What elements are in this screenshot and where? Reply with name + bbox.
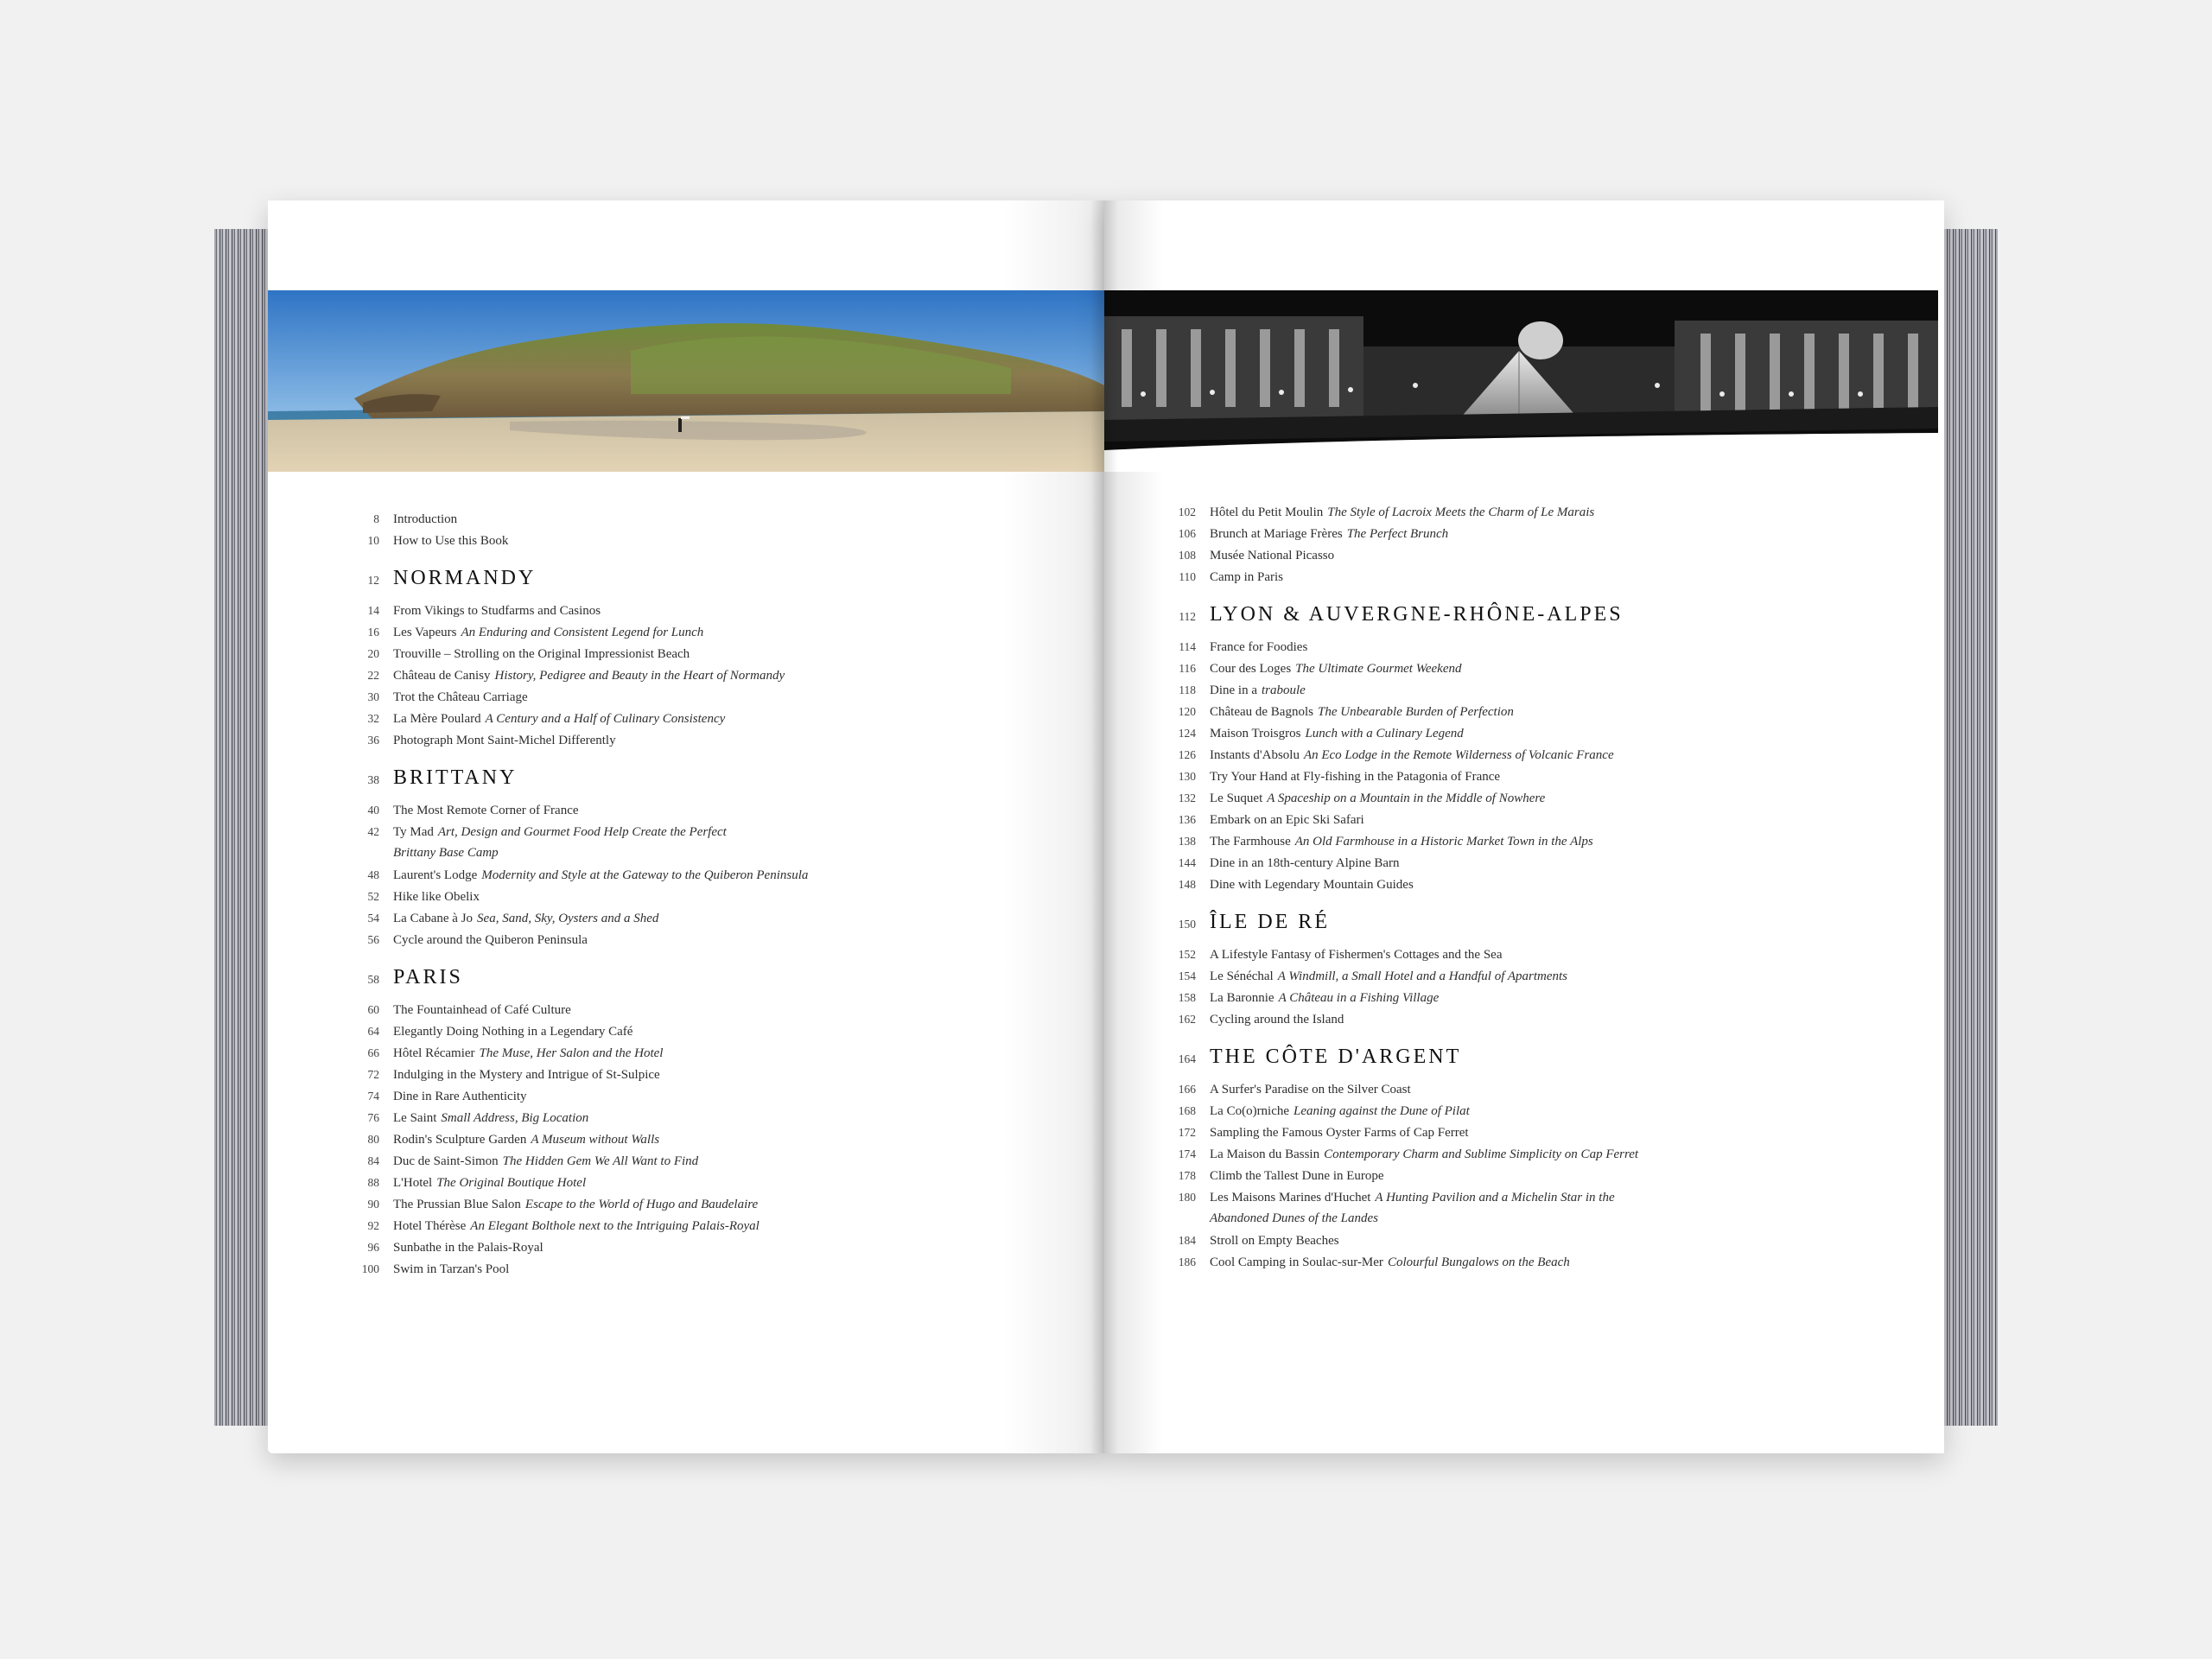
entry-page-number: 88 [367,1176,379,1189]
entry-page-number: 32 [367,712,379,725]
entry-page-number: 30 [367,690,379,703]
entry-page-number: 10 [367,534,379,547]
entry-title: Stroll on Empty Beaches [1210,1234,1339,1248]
right-page [1104,200,1944,1453]
entry-title: La Baronnie [1210,991,1274,1005]
entry-subtitle: A Century and a Half of Culinary Consistency [485,712,726,726]
entry-subtitle: An Eco Lodge in the Remote Wilderness of Volcanic France [1303,748,1614,762]
entry-page-number: 92 [367,1219,379,1232]
entry-page-number: 48 [367,868,379,881]
toc-entry[interactable] [350,1085,1076,1107]
toc-entry[interactable] [1166,1100,1927,1122]
toc-entry[interactable] [1166,744,1927,766]
entry-title: Les Maisons Marines d'Huchet [1210,1191,1371,1205]
entry-page-number: 76 [367,1111,379,1124]
entry-title: Maison Troisgros [1210,727,1301,741]
entry-page-number: 178 [1178,1169,1196,1182]
toc-entry[interactable] [1166,722,1927,744]
entry-page-number: 118 [1179,683,1196,696]
entry-page-number: 100 [361,1262,379,1275]
entry-page-number: 80 [367,1133,379,1146]
entry-subtitle: The Perfect Brunch [1346,527,1449,541]
toc-entry[interactable] [1166,1008,1927,1030]
entry-subtitle: Contemporary Charm and Sublime Simplicity on Cap Ferret [1324,1147,1639,1161]
section-heading-normandy[interactable] [350,567,1076,600]
entry-page-number: 52 [367,890,379,903]
entry-title: The Most Remote Corner of France [393,804,579,817]
entry-title: Hike like Obelix [393,890,480,904]
entry-title: Trot the Château Carriage [393,690,528,704]
entry-page-number: 180 [1178,1191,1196,1204]
entry-title: Le Suquet [1210,791,1263,805]
entry-page-number: 136 [1178,813,1196,826]
toc-entry[interactable] [1166,566,1927,588]
toc-entry[interactable] [1166,1230,1927,1251]
toc-entry[interactable] [1166,965,1927,987]
entry-page-number: 132 [1178,791,1196,804]
entry-subtitle: The Style of Lacroix Meets the Charm of Le Marais [1327,505,1595,519]
entry-page-number: 162 [1178,1013,1196,1026]
toc-entry[interactable] [1166,636,1927,658]
entry-subtitle: History, Pedigree and Beauty in the Heart of Normandy [494,669,785,683]
toc-entry[interactable] [350,1258,1076,1280]
section-page-number: 150 [1178,918,1196,931]
entry-page-number: 16 [367,626,379,639]
entry-page-number: 138 [1178,835,1196,848]
entry-title: Rodin's Sculpture Garden [393,1133,527,1147]
entry-page-number: 110 [1179,570,1196,583]
page-edges-right [1944,229,1998,1426]
toc-entry[interactable] [1166,523,1927,544]
toc-entry[interactable] [350,1107,1076,1128]
entry-title: Sampling the Famous Oyster Farms of Cap Ferret [1210,1126,1469,1140]
entry-title: L'Hotel [393,1176,433,1190]
toc-entry[interactable] [1166,787,1927,809]
entry-page-number: 90 [367,1198,379,1211]
entry-page-number: 114 [1179,640,1196,653]
entry-subtitle: Small Address, Big Location [441,1111,589,1125]
entry-subtitle: Colourful Bungalows on the Beach [1387,1255,1570,1269]
entry-title: Hotel Thérèse [393,1219,467,1233]
toc-entry[interactable] [350,708,1076,729]
entry-subtitle: The Unbearable Burden of Perfection [1317,705,1514,719]
entry-page-number: 108 [1178,549,1196,562]
entry-page-number: 64 [367,1025,379,1038]
entry-title: Sunbathe in the Palais-Royal [393,1241,543,1255]
entry-page-number: 172 [1178,1126,1196,1139]
section-heading-brittany[interactable] [350,766,1076,799]
toc-entry[interactable] [350,1215,1076,1236]
entry-page-number: 72 [367,1068,379,1081]
toc-entry[interactable] [1166,766,1927,787]
entry-subtitle: A Museum without Walls [531,1133,660,1147]
entry-title: Dine with Legendary Mountain Guides [1210,878,1414,892]
section-heading-cote-d-argent[interactable] [1166,1046,1927,1078]
entry-subtitle: Lunch with a Culinary Legend [1305,727,1464,741]
toc-entry[interactable] [350,1042,1076,1064]
entry-subtitle: An Old Farmhouse in a Historic Market Town in the Alps [1294,835,1593,849]
entry-title: A Surfer's Paradise on the Silver Coast [1210,1083,1411,1096]
entry-page-number: 174 [1178,1147,1196,1160]
entry-page-number: 168 [1178,1104,1196,1117]
entry-title: La Co(o)rniche [1210,1104,1290,1118]
entry-page-number: 66 [367,1046,379,1059]
toc-entry[interactable] [350,664,1076,686]
entry-subtitle: Modernity and Style at the Gateway to the Quiberon Peninsula [481,868,809,882]
entry-page-number: 184 [1178,1234,1196,1247]
entry-page-number: 144 [1178,856,1196,869]
entry-title: Cool Camping in Soulac-sur-Mer [1210,1255,1383,1269]
entry-page-number: 106 [1178,527,1196,540]
toc-entry[interactable] [350,929,1076,950]
entry-subtitle: traboule [1261,683,1306,697]
entry-title: The Farmhouse [1210,835,1291,849]
entry-title: Château de Canisy [393,669,491,683]
entry-title: Dine in Rare Authenticity [393,1090,527,1103]
entry-subtitle: Art, Design and Gourmet Food Help Create the Perfect [437,825,727,839]
section-title: LYON & AUVERGNE-RHÔNE-ALPES [1210,603,1624,626]
entry-title: Photograph Mont Saint-Michel Differently [393,734,616,747]
entry-subtitle: A Windmill, a Small Hotel and a Handful of Apartments [1277,969,1567,983]
entry-subtitle: The Muse, Her Salon and the Hotel [479,1046,664,1060]
entry-page-number: 84 [367,1154,379,1167]
toc-entry[interactable] [350,729,1076,751]
entry-title: Cycling around the Island [1210,1013,1344,1027]
section-page-number: 112 [1179,610,1196,623]
toc-entry[interactable] [1166,1186,1927,1208]
section-title: ÎLE DE RÉ [1210,911,1330,933]
entry-title: La Maison du Bassin [1210,1147,1320,1161]
entry-title: Duc de Saint-Simon [393,1154,499,1168]
toc-entry[interactable] [350,1172,1076,1193]
toc-entry[interactable] [350,821,1076,842]
entry-subtitle: Leaning against the Dune of Pilat [1294,1104,1470,1118]
entry-title: The Fountainhead of Café Culture [393,1003,571,1017]
toc-entry[interactable] [1166,1251,1927,1273]
toc-entry[interactable] [350,686,1076,708]
toc-entry[interactable] [1166,809,1927,830]
entry-page-number: 148 [1178,878,1196,891]
toc-entry[interactable] [350,864,1076,886]
entry-title: Cour des Loges [1210,662,1292,676]
page-edges-left [214,229,268,1426]
entry-title: Dine in a [1210,683,1257,697]
entry-page-number: 166 [1178,1083,1196,1096]
entry-page-number: 116 [1179,662,1196,675]
entry-page-number: 40 [367,804,379,817]
entry-title: Le Sénéchal [1210,969,1274,983]
toc-entry-continuation[interactable] [1166,1208,1927,1230]
entry-title: Instants d'Absolu [1210,748,1300,762]
entry-title: A Lifestyle Fantasy of Fishermen's Cottages and the Sea [1210,948,1503,962]
entry-title: Hôtel Récamier [393,1046,475,1060]
entry-title: Le Saint [393,1111,437,1125]
louvre-photo [1104,290,1938,472]
section-page-number: 58 [367,973,379,986]
entry-subtitle: An Elegant Bolthole next to the Intriguing Palais-Royal [470,1219,760,1233]
entry-page-number: 74 [367,1090,379,1103]
entry-page-number: 42 [367,825,379,838]
toc-entry[interactable] [1166,679,1927,701]
entry-subtitle: The Ultimate Gourmet Weekend [1295,662,1462,676]
toc-entry[interactable] [350,1150,1076,1172]
entry-subtitle-continued: Abandoned Dunes of the Landes [1210,1211,1378,1225]
toc-entry[interactable] [1166,874,1927,895]
entry-page-number: 22 [367,669,379,682]
entry-title: Trouville – Strolling on the Original Impressionist Beach [393,647,690,661]
entry-title: La Mère Poulard [393,712,481,726]
section-title: PARIS [393,966,463,988]
toc-entry[interactable] [350,1193,1076,1215]
entry-page-number: 102 [1178,505,1196,518]
toc-entry[interactable] [1166,852,1927,874]
toc-entry[interactable] [350,1020,1076,1042]
section-heading-lyon[interactable] [1166,603,1927,636]
entry-title: Les Vapeurs [393,626,457,639]
toc-entry[interactable] [1166,701,1927,722]
entry-page-number: 126 [1178,748,1196,761]
entry-page-number: 54 [367,912,379,925]
toc-entry[interactable] [1166,1078,1927,1100]
toc-entry[interactable] [1166,501,1927,523]
entry-title: Cycle around the Quiberon Peninsula [393,933,588,947]
toc-left [350,508,1076,1280]
entry-page-number: 96 [367,1241,379,1254]
entry-page-number: 154 [1178,969,1196,982]
section-page-number: 164 [1178,1052,1196,1065]
toc-right [1166,501,1927,1273]
entry-title: La Cabane à Jo [393,912,474,925]
entry-title: Embark on an Epic Ski Safari [1210,813,1364,827]
entry-title: Hôtel du Petit Moulin [1210,505,1324,519]
entry-title: How to Use this Book [393,534,509,548]
toc-entry[interactable] [350,1064,1076,1085]
entry-subtitle: The Hidden Gem We All Want to Find [502,1154,699,1168]
toc-entry[interactable] [350,999,1076,1020]
toc-entry[interactable] [350,643,1076,664]
entry-subtitle: A Hunting Pavilion and a Michelin Star in the [1375,1191,1615,1205]
section-heading-paris[interactable] [350,966,1076,999]
section-title: THE CÔTE D'ARGENT [1210,1046,1462,1068]
toc-entry[interactable] [350,621,1076,643]
entry-page-number: 56 [367,933,379,946]
entry-title: The Prussian Blue Salon [393,1198,521,1211]
section-page-number: 12 [367,574,379,587]
left-page [268,200,1104,1453]
entry-page-number: 130 [1178,770,1196,783]
section-page-number: 38 [367,773,379,786]
toc-entry[interactable] [350,508,1076,530]
entry-subtitle-continued: Brittany Base Camp [393,846,499,860]
entry-title: Introduction [393,512,458,526]
toc-entry[interactable] [350,907,1076,929]
toc-entry[interactable] [350,886,1076,907]
entry-page-number: 152 [1178,948,1196,961]
toc-entry[interactable] [1166,830,1927,852]
entry-title: Try Your Hand at Fly-fishing in the Patagonia of France [1210,770,1501,784]
entry-title: Dine in an 18th-century Alpine Barn [1210,856,1400,870]
entry-page-number: 8 [373,512,379,525]
entry-title: Climb the Tallest Dune in Europe [1210,1169,1384,1183]
toc-entry[interactable] [350,600,1076,621]
toc-entry[interactable] [1166,1122,1927,1143]
entry-subtitle: The Original Boutique Hotel [436,1176,587,1190]
section-title: BRITTANY [393,766,518,789]
entry-page-number: 186 [1178,1255,1196,1268]
entry-subtitle: A Château in a Fishing Village [1278,991,1440,1005]
toc-entry[interactable] [1166,1143,1927,1165]
entry-title: From Vikings to Studfarms and Casinos [393,604,601,618]
toc-entry[interactable] [350,530,1076,551]
entry-page-number: 124 [1178,727,1196,740]
toc-entry[interactable] [350,1236,1076,1258]
toc-entry-continuation[interactable] [350,842,1076,864]
entry-page-number: 20 [367,647,379,660]
entry-page-number: 36 [367,734,379,747]
entry-subtitle: Escape to the World of Hugo and Baudelaire [524,1198,759,1211]
entry-page-number: 14 [367,604,379,617]
toc-entry[interactable] [1166,1165,1927,1186]
section-title: NORMANDY [393,567,537,589]
entry-title: Ty Mad [393,825,434,839]
entry-title: Elegantly Doing Nothing in a Legendary Café [393,1025,633,1039]
section-heading-ile-de-re[interactable] [1166,911,1927,944]
entry-title: Camp in Paris [1210,570,1283,584]
entry-title: Musée National Picasso [1210,549,1335,563]
toc-entry[interactable] [1166,658,1927,679]
toc-entry[interactable] [1166,544,1927,566]
entry-subtitle: A Spaceship on a Mountain in the Middle of Nowhere [1267,791,1546,805]
entry-title: Swim in Tarzan's Pool [393,1262,510,1276]
entry-subtitle: An Enduring and Consistent Legend for Lunch [461,626,704,639]
entry-title: Laurent's Lodge [393,868,478,882]
toc-entry[interactable] [1166,987,1927,1008]
toc-entry[interactable] [350,799,1076,821]
entry-subtitle: Sea, Sand, Sky, Oysters and a Shed [477,912,659,925]
entry-page-number: 120 [1178,705,1196,718]
book-spine-gutter [1090,200,1118,1453]
toc-entry[interactable] [350,1128,1076,1150]
beach-photo [268,290,1104,472]
entry-title: Château de Bagnols [1210,705,1313,719]
entry-page-number: 158 [1178,991,1196,1004]
entry-title: Indulging in the Mystery and Intrigue of St-Sulpice [393,1068,660,1082]
entry-title: Brunch at Mariage Frères [1210,527,1343,541]
entry-title: France for Foodies [1210,640,1308,654]
toc-entry[interactable] [1166,944,1927,965]
entry-page-number: 60 [367,1003,379,1016]
